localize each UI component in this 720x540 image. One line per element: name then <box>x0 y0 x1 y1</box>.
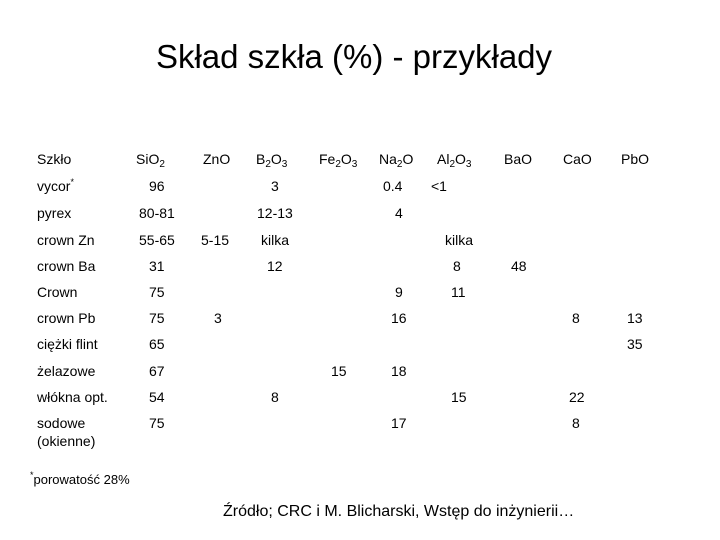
cell-pyrex-sio2: 80-81 <box>139 205 175 221</box>
cell-vycor-na2o: 0.4 <box>383 178 403 194</box>
slide-title: Skład szkła (%) - przykłady <box>155 38 553 75</box>
row-name-crown-pb: crown Pb <box>37 310 96 326</box>
row-name-crown-ba: crown Ba <box>37 258 96 274</box>
cell-crown-na2o: 9 <box>395 284 403 300</box>
cell-crown-sio2: 75 <box>149 284 165 300</box>
header-zno: ZnO <box>203 151 231 167</box>
cell-sodowe-na2o: 17 <box>391 415 407 431</box>
cell-crown-ba-sio2: 31 <box>149 258 165 274</box>
row-name-sodowe-line2: (okienne) <box>37 433 96 449</box>
cell-crown-ba-b2o3: 12 <box>267 258 283 274</box>
cell-zelazowe-fe2o3: 15 <box>331 363 347 379</box>
row-name-zelazowe: żelazowe <box>37 363 96 379</box>
header-na2o: $Na_2O$ <box>379 151 414 170</box>
header-pbo: PbO <box>621 151 650 167</box>
cell-pyrex-na2o: 4 <box>395 205 403 221</box>
cell-wlokna-sio2: 54 <box>149 389 165 405</box>
cell-crown-ba-al2o3: 8 <box>453 258 461 274</box>
header-bao: BaO <box>504 151 533 167</box>
footnote: *porowatość 28% <box>30 470 130 487</box>
cell-ciezki-flint-pbo: 35 <box>627 336 643 352</box>
header-szklo: Szkło <box>37 151 72 167</box>
cell-wlokna-cao: 22 <box>569 389 585 405</box>
cell-sodowe-cao: 8 <box>572 415 580 431</box>
row-name-vycor: vycor* <box>37 177 74 194</box>
row-name-pyrex: pyrex <box>37 205 72 221</box>
cell-crown-pb-zno: 3 <box>214 310 222 326</box>
row-name-sodowe: sodowe <box>37 415 86 431</box>
cell-crown-ba-bao: 48 <box>511 258 527 274</box>
header-al2o3: $Al_2O_3$ <box>437 151 472 170</box>
cell-vycor-sio2: 96 <box>149 178 165 194</box>
row-name-crown: Crown <box>37 284 78 300</box>
header-cao: CaO <box>563 151 592 167</box>
cell-vycor-b2o3: 3 <box>271 178 279 194</box>
cell-crown-al2o3: 11 <box>451 284 466 300</box>
cell-pyrex-b2o3: 12-13 <box>257 205 293 221</box>
row-name-wlokna: włókna opt. <box>37 389 108 405</box>
glass-composition-table <box>31 144 671 456</box>
cell-zelazowe-na2o: 18 <box>391 363 407 379</box>
header-b2o3: $B_2O_3$ <box>256 151 288 170</box>
cell-crown-zn-sio2: 55-65 <box>139 232 175 248</box>
cell-crown-zn-b2o3: kilka <box>261 232 290 248</box>
cell-crown-pb-cao: 8 <box>572 310 580 326</box>
cell-crown-pb-sio2: 75 <box>149 310 165 326</box>
cell-vycor-al2o3: <1 <box>431 178 447 194</box>
row-name-ciezki-flint: ciężki flint <box>37 336 98 352</box>
cell-zelazowe-sio2: 67 <box>149 363 165 379</box>
cell-sodowe-sio2: 75 <box>149 415 165 431</box>
cell-crown-pb-pbo: 13 <box>627 310 643 326</box>
row-name-crown-zn: crown Zn <box>37 232 95 248</box>
cell-crown-zn-zno: 5-15 <box>201 232 230 248</box>
header-sio2: SiO$_2$ <box>136 151 165 170</box>
cell-wlokna-al2o3: 15 <box>451 389 467 405</box>
source-citation: Źródło; CRC i M. Blicharski, Wstęp do inżynierii… <box>223 503 575 520</box>
cell-crown-zn-al2o3: kilka <box>445 232 474 248</box>
header-fe2o3: $Fe_2O_3$ <box>319 151 358 170</box>
cell-ciezki-flint-sio2: 65 <box>149 336 165 352</box>
cell-crown-pb-na2o: 16 <box>391 310 407 326</box>
cell-wlokna-b2o3: 8 <box>271 389 279 405</box>
